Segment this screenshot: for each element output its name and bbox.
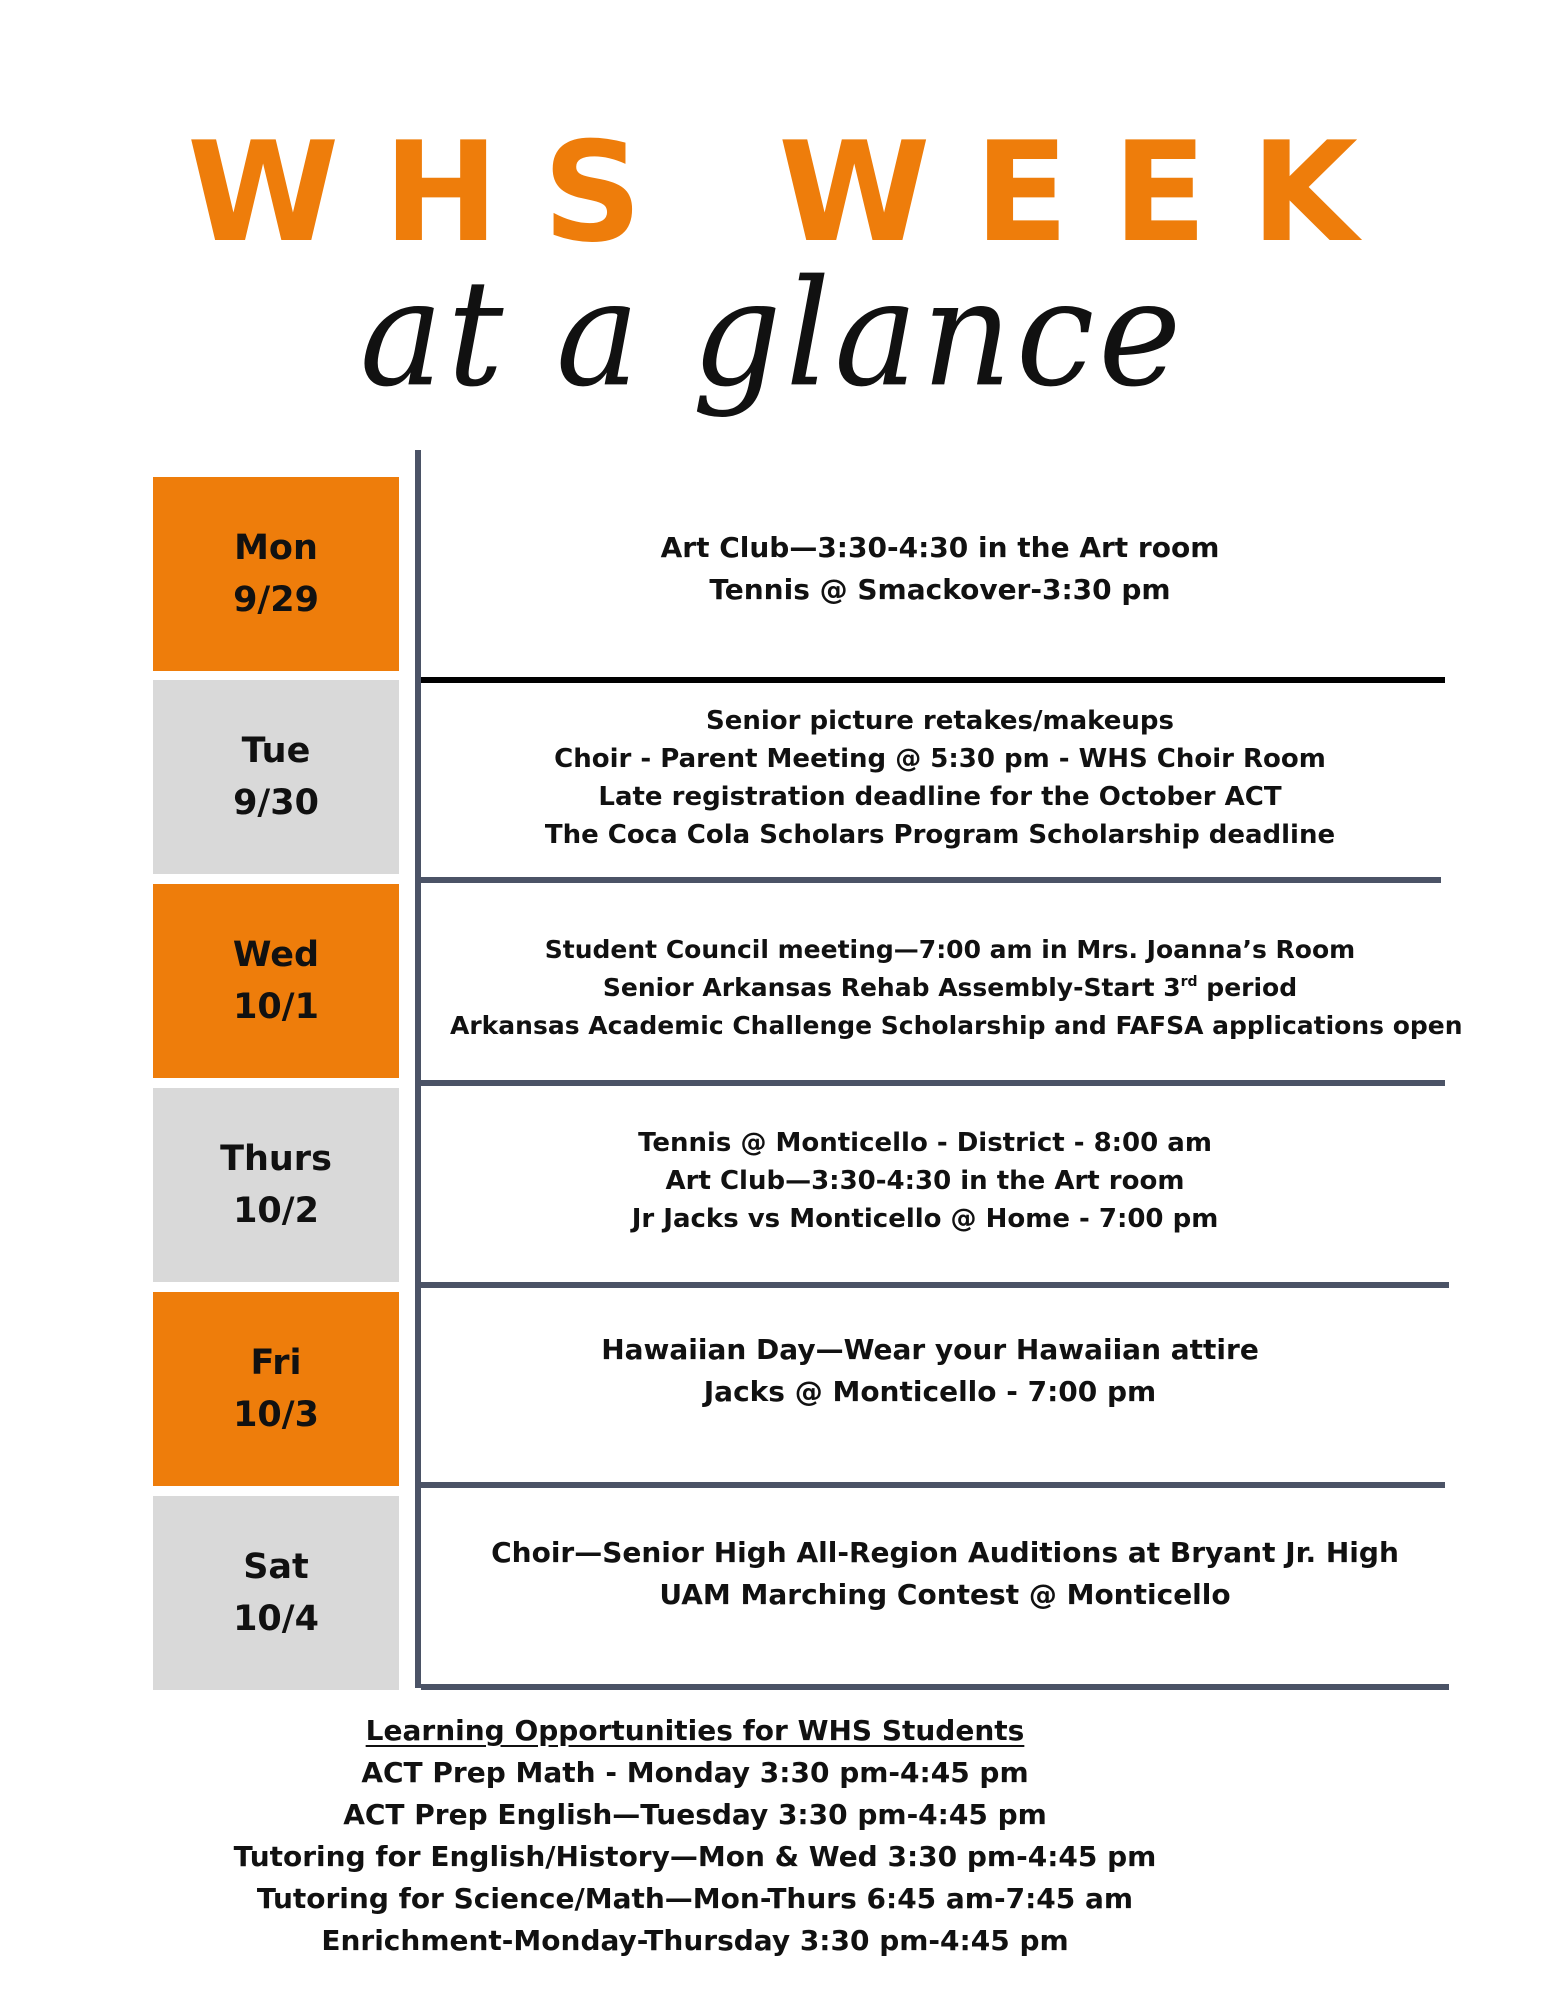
event-item [450, 969, 1450, 1007]
event-item: Senior picture retakes/makeups [706, 706, 1174, 736]
event-text: Senior Arkansas Rehab Assembly-Start 3 [602, 973, 1181, 1002]
learning-item: ACT Prep Math - Monday 3:30 pm-4:45 pm [361, 1756, 1029, 1789]
event-item: Art Club—3:30-4:30 in the Art room [665, 1166, 1185, 1196]
learning-item: Tutoring for English/History—Mon & Wed 3:30 pm-4:45 pm [233, 1840, 1157, 1873]
event-item: Late registration deadline for the October ACT [598, 782, 1282, 812]
day-box-tue [153, 680, 399, 874]
day-box-sat [153, 1496, 399, 1690]
timeline-divider [415, 450, 421, 1688]
event-item: Jr Jacks vs Monticello @ Home - 7:00 pm [631, 1204, 1219, 1234]
event-item: Hawaiian Day—Wear your Hawaiian attire [601, 1333, 1259, 1366]
learning-item: Enrichment-Monday-Thursday 3:30 pm-4:45 pm [321, 1924, 1069, 1957]
event-item: Tennis @ Smackover-3:30 pm [709, 573, 1171, 606]
day-name: Tue [241, 731, 311, 771]
day-name: Sat [243, 1547, 309, 1587]
page-title: WHS WEEK [187, 112, 1402, 273]
ordinal-suffix: rd [1180, 974, 1198, 990]
day-box-wed [153, 884, 399, 1078]
day-name: Mon [234, 528, 318, 568]
day-date: 9/30 [233, 783, 319, 823]
event-item: Choir - Parent Meeting @ 5:30 pm - WHS Choir Room [554, 744, 1326, 774]
day-date: 10/2 [233, 1191, 319, 1231]
page-subtitle-text: at a glance [359, 248, 1186, 421]
row-divider [421, 1080, 1445, 1086]
day-box-thurs [153, 1088, 399, 1282]
day-box-mon [153, 477, 399, 671]
page-subtitle [0, 248, 1545, 445]
events-tue [440, 702, 1440, 854]
day-date: 10/1 [233, 987, 319, 1027]
event-item: Choir—Senior High All-Region Auditions at Bryant Jr. High [491, 1536, 1399, 1569]
events-fri [430, 1329, 1430, 1413]
learning-heading: Learning Opportunities for WHS Students [365, 1714, 1025, 1747]
event-item: Student Council meeting—7:00 am in Mrs. Joanna’s Room [544, 935, 1356, 964]
event-item: Tennis @ Monticello - District - 8:00 am [638, 1128, 1212, 1158]
day-name: Fri [250, 1343, 302, 1383]
day-date: 9/29 [233, 580, 319, 620]
event-item: Jacks @ Monticello - 7:00 pm [703, 1375, 1157, 1408]
event-text: period [1197, 973, 1298, 1002]
day-name: Wed [232, 935, 320, 975]
events-sat [445, 1532, 1445, 1616]
row-divider [421, 1282, 1449, 1288]
event-item: Arkansas Academic Challenge Scholarship and FAFSA applications open [450, 1011, 1463, 1040]
row-divider [421, 1684, 1449, 1690]
events-mon [440, 527, 1440, 611]
row-divider [421, 877, 1441, 883]
learning-item: Tutoring for Science/Math—Mon-Thurs 6:45 am-7:45 am [256, 1882, 1134, 1915]
day-box-fri [153, 1292, 399, 1486]
day-date: 10/4 [233, 1599, 319, 1639]
event-item: The Coca Cola Scholars Program Scholarship deadline [544, 820, 1336, 850]
learning-item: ACT Prep English—Tuesday 3:30 pm-4:45 pm [343, 1798, 1047, 1831]
event-item: UAM Marching Contest @ Monticello [659, 1578, 1231, 1611]
event-item: Art Club—3:30-4:30 in the Art room [660, 531, 1220, 564]
events-wed [450, 931, 1463, 1045]
day-name: Thurs [220, 1139, 332, 1179]
row-divider [421, 677, 1445, 683]
row-divider [421, 1482, 1445, 1488]
events-thurs [425, 1124, 1425, 1238]
learning-opportunities [195, 1710, 1195, 1962]
day-date: 10/3 [233, 1395, 319, 1435]
